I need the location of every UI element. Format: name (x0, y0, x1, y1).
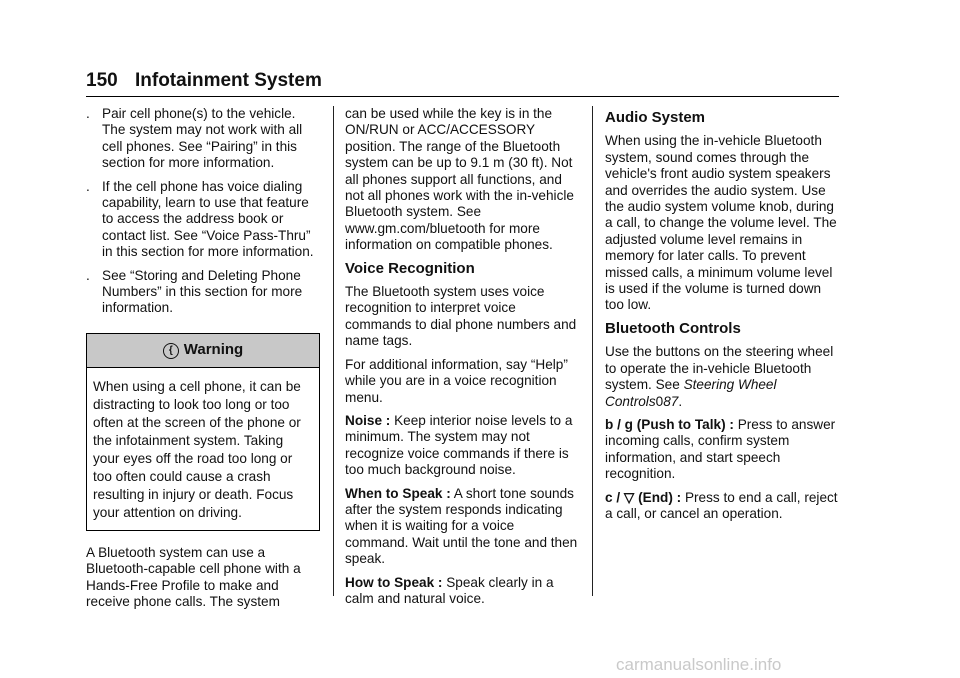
page-number: 150 (86, 70, 118, 91)
column-3 (605, 106, 840, 529)
warning-title: Warning (183, 340, 244, 358)
voice-recognition-paragraph: The Bluetooth system uses voice recognition to interpret voice commands to dial phone numbers and name tags. (345, 284, 577, 349)
audio-system-paragraph: When using the in-vehicle Bluetooth system, sound comes through the vehicle's front audio system speakers and overrides the audio system. Use the audio system volume knob, during a call, to change the volume level. The adjusted volume level remains in memory for later calls. To prevent missed calls, a minimum volume level is used if the volume is turned down too low. (605, 133, 837, 313)
item-label: When to Speak : (345, 485, 451, 501)
how-to-speak-item (345, 575, 581, 608)
bullet-text: Pair cell phone(s) to the vehicle. The system may not work with all cell phones. See “Pairing” in this section for more information. (102, 106, 303, 171)
item-label: (End) : (634, 489, 682, 505)
bullet-marker: . (86, 267, 90, 283)
steering-wheel-controls-link[interactable]: Steering Wheel Controls (605, 377, 777, 409)
item-text: Keep interior noise levels to a minimum. The system may not recognize voice commands if there is too much background noise. (345, 412, 573, 478)
section-title: Infotainment System (134, 70, 322, 91)
bullet-text: See “Storing and Deleting Phone Numbers” in this section for more information. (102, 267, 303, 316)
paragraph-text: . (678, 393, 683, 409)
item-label: (Push to Talk) : (632, 416, 734, 432)
bullet-text: If the cell phone has voice dialing capability, learn to use that feature to access the address book or contact list. See “Voice Pass-Thru” in this section for more information. (102, 178, 314, 260)
column-1 (86, 106, 320, 618)
push-to-talk-item (605, 417, 840, 483)
column-divider (592, 106, 593, 596)
item-text: A short tone sounds after the system responds indicating when it is waiting for a voice command. Wait until the tone and then speak. (345, 485, 578, 567)
slash: / (613, 416, 625, 432)
paragraph-text: Use the buttons on the steering wheel to operate the in-vehicle Bluetooth system. See (605, 344, 834, 393)
voice-icon: g (624, 416, 633, 432)
help-paragraph: For additional information, say “Help” while you are in a voice recognition menu. (345, 356, 568, 405)
noise-item (345, 413, 581, 479)
bullet-marker: . (86, 106, 90, 121)
warning-header (87, 334, 319, 368)
item-label: How to Speak : (345, 574, 443, 590)
end-call-item (605, 490, 840, 523)
when-to-speak-item (345, 486, 581, 568)
bullet-marker: . (86, 178, 90, 194)
page-reference[interactable]: 87 (663, 393, 679, 409)
end-call-icon: c (605, 489, 613, 505)
warning-box (86, 333, 320, 531)
item-label: Noise : (345, 412, 391, 428)
bullet-item (86, 106, 320, 172)
item-text: Press to end a call, reject a call, or cancel an operation. (605, 489, 838, 521)
warning-icon: { (163, 343, 179, 359)
slash: / (612, 489, 624, 505)
audio-system-heading: Audio System (605, 109, 706, 126)
triangle-down-icon: ▽ (623, 489, 635, 505)
bluetooth-range-paragraph: can be used while the key is in the ON/RUN or ACC/ACCESSORY position. The range of the Bluetooth system can be up to 9.1 m (30 ft). Not all phones support all functions, and not all phones work with the in-vehicle Bluetooth system. See www.gm.com/bluetooth for more information on compatible phones. (345, 106, 574, 253)
bluetooth-controls-heading: Bluetooth Controls (605, 319, 741, 337)
bluetooth-intro-paragraph: A Bluetooth system can use a Bluetooth-capable cell phone with a Hands-Free Profile to make and receive phone calls. The system (86, 544, 301, 610)
bluetooth-controls-paragraph (605, 344, 840, 410)
bullet-item (86, 179, 320, 261)
page-header (86, 70, 322, 92)
reference-arrow-icon: 0 (655, 393, 664, 409)
column-2 (345, 106, 581, 614)
warning-body: When using a cell phone, it can be distracting to look too long or too often at the screen of the phone or the infotainment system. Taking your eyes off the road too long or too often could cause a crash resulting in injury or death. Focus your attention on driving. (93, 378, 301, 520)
push-to-talk-icon: b (605, 416, 614, 432)
item-text: Speak clearly in a calm and natural voice. (345, 574, 554, 606)
item-text: Press to answer incoming calls, confirm system information, and start speech recognition. (605, 416, 836, 482)
header-rule (86, 96, 839, 97)
bullet-item (86, 268, 320, 317)
voice-recognition-heading: Voice Recognition (345, 259, 475, 277)
watermark: carmanualsonline.info (616, 655, 782, 674)
column-divider (333, 106, 334, 596)
